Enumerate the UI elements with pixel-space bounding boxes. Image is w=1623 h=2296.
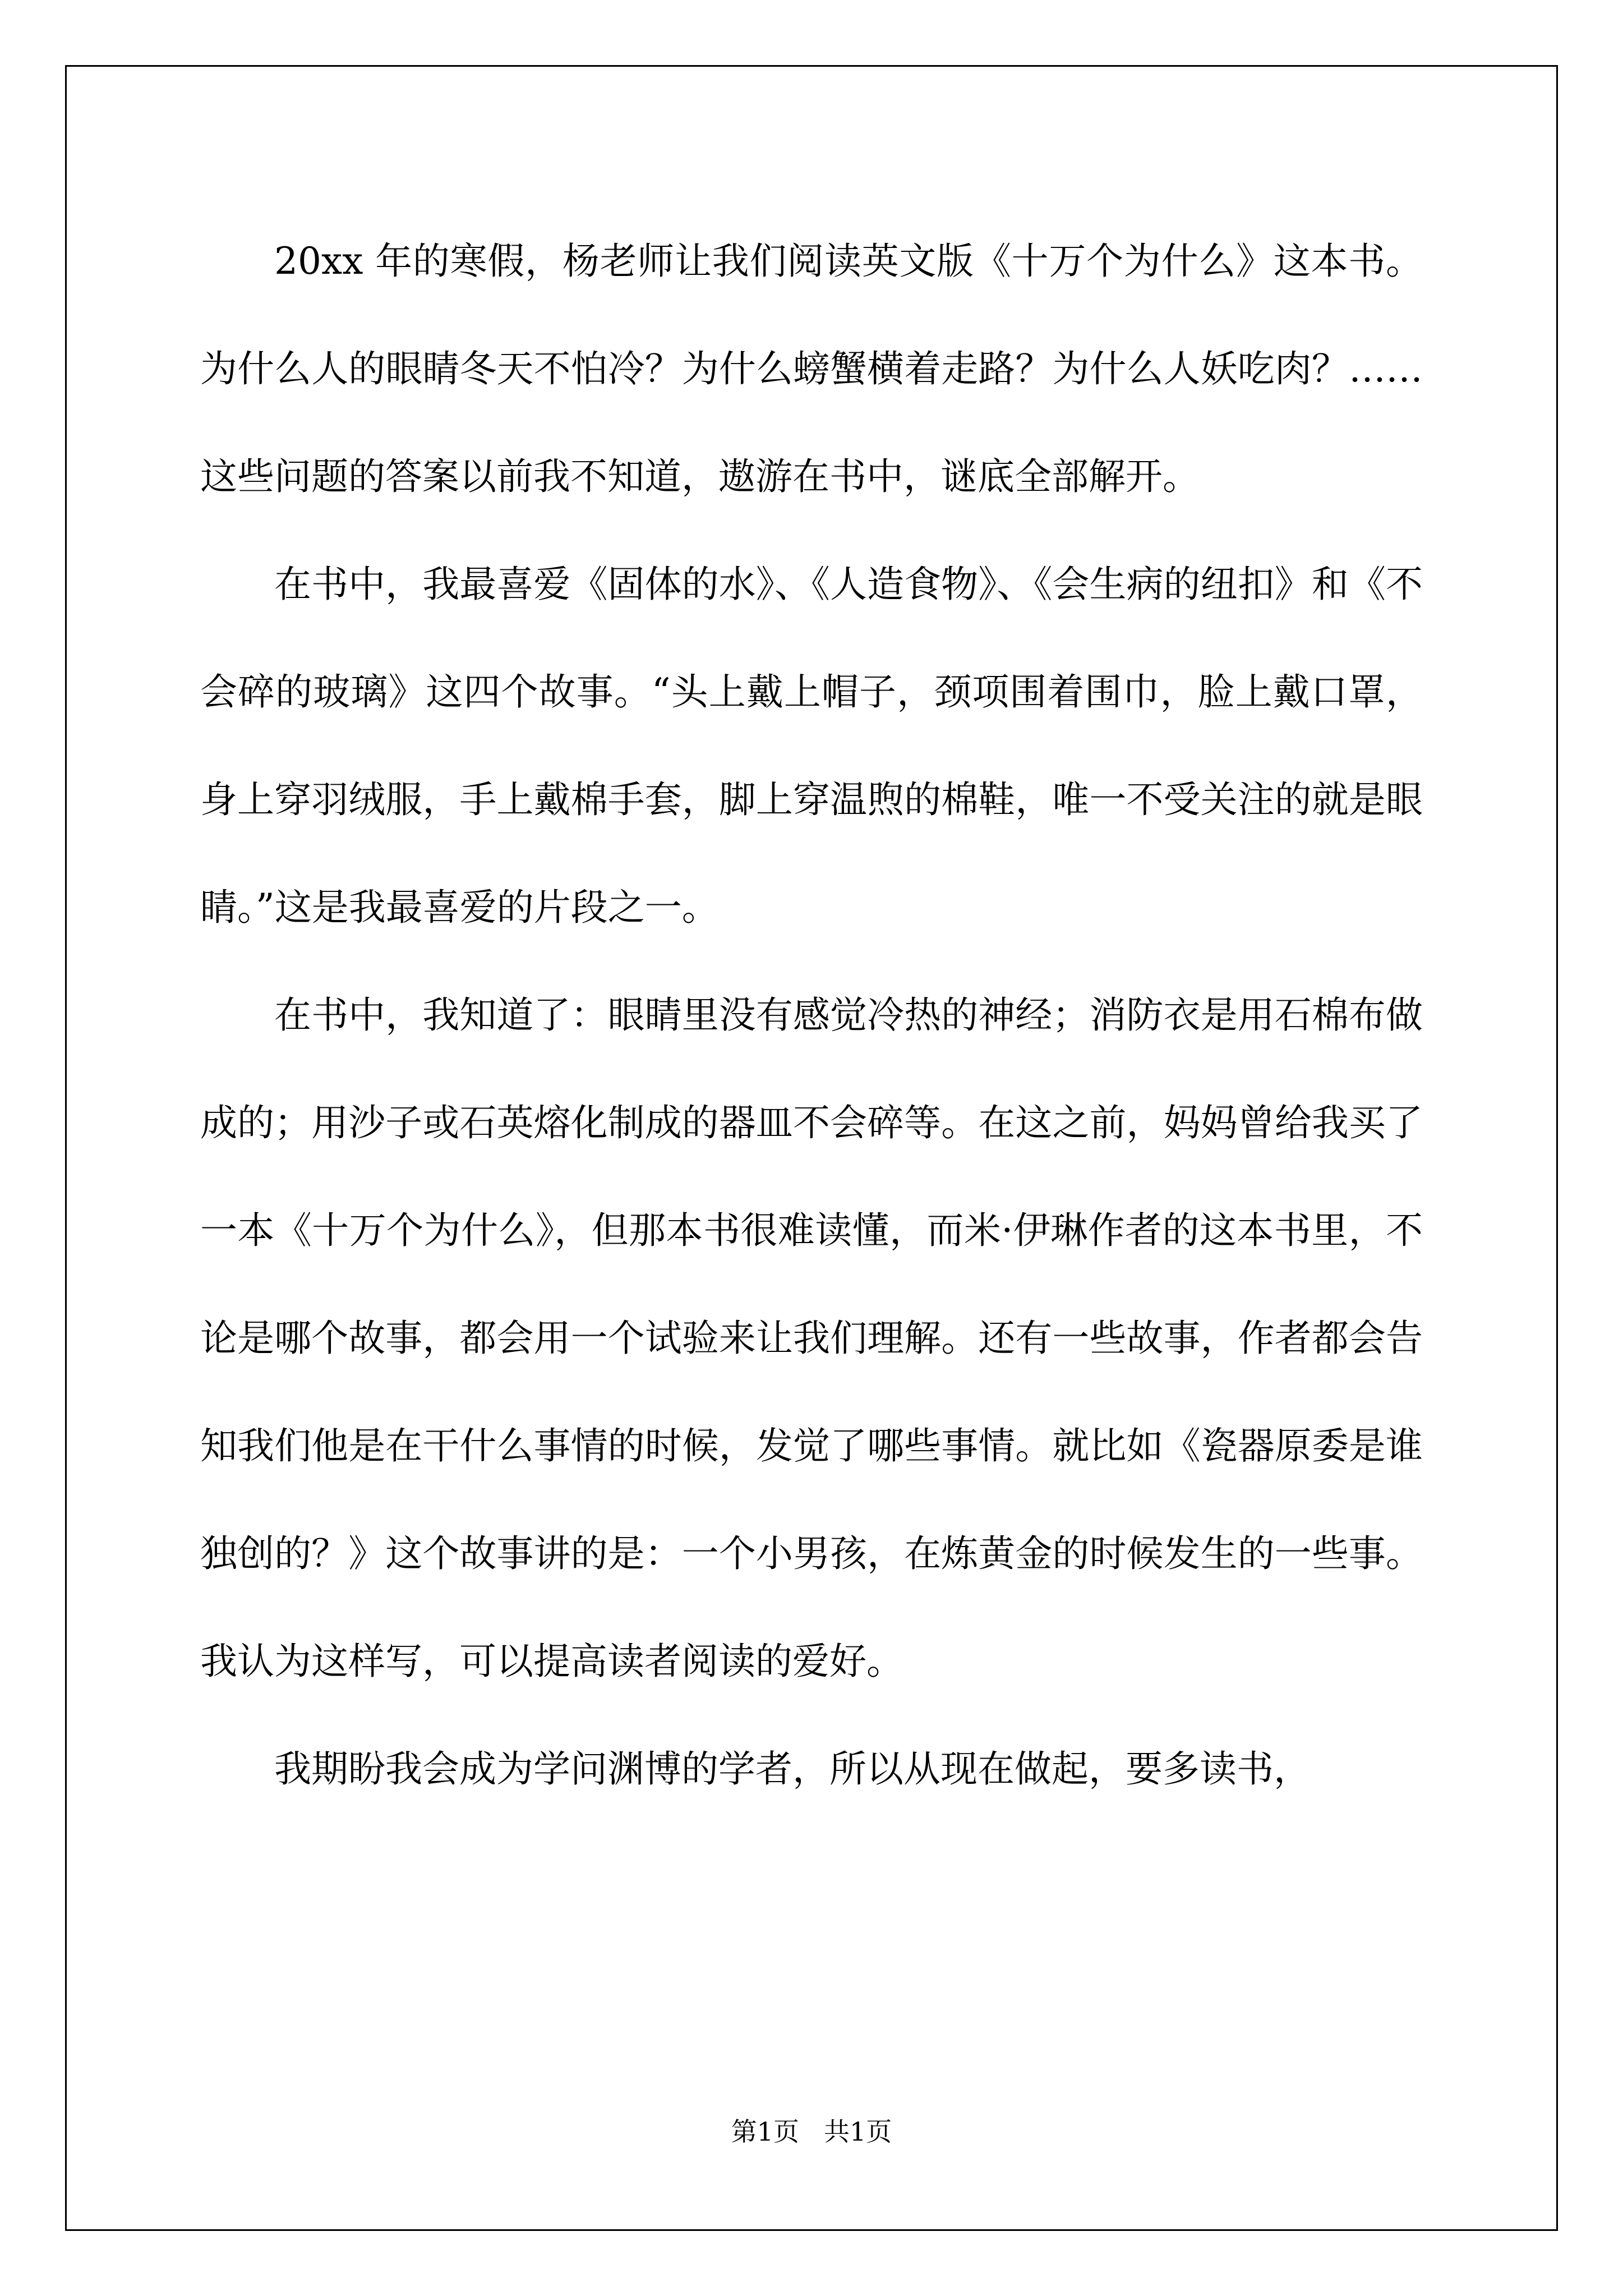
page-footer	[0, 2115, 1623, 2148]
paragraph-1: 20xx 年的寒假，杨老师让我们阅读英文版《十万个为什么》这本书。为什么人的眼睛冬天不怕冷？为什么螃蟹横着走路？为什么人妖吃肉？……这些问题的答案以前我不知道，遨游在书中，谜底全部解开。	[200, 240, 1423, 498]
paragraph-2: 在书中，我最喜爱《固体的水》、《人造食物》、《会生病的纽扣》和《不会碎的玻璃》这四个故事。“头上戴上帽子，颈项围着围巾，脸上戴口罩，身上穿羽绒服，手上戴棉手套，脚上穿温煦的棉鞋，唯一不受关注的就是眼睛。”这是我最喜爱的片段之一。	[200, 563, 1423, 929]
document-body	[200, 208, 1423, 1823]
paragraph-3: 在书中，我知道了：眼睛里没有感觉冷热的神经；消防衣是用石棉布做成的；用沙子或石英熔化制成的器皿不会碎等。在这之前，妈妈曾给我买了一本《十万个为什么》，但那本书很难读懂，而米·伊琳作者的这本书里，不论是哪个故事，都会用一个试验来让我们理解。还有一些故事，作者都会告知我们他是在干什么事情的时候，发觉了哪些事情。就比如《瓷器原委是谁独创的？》这个故事讲的是：一个小男孩，在炼黄金的时候发生的一些事。我认为这样写，可以提高读者阅读的爱好。	[200, 993, 1423, 1683]
page-number: 第1页	[731, 2116, 800, 2147]
paragraph-4: 我期盼我会成为学问渊博的学者，所以从现在做起，要多读书，	[274, 1747, 1311, 1791]
page-total: 共1页	[823, 2116, 892, 2147]
